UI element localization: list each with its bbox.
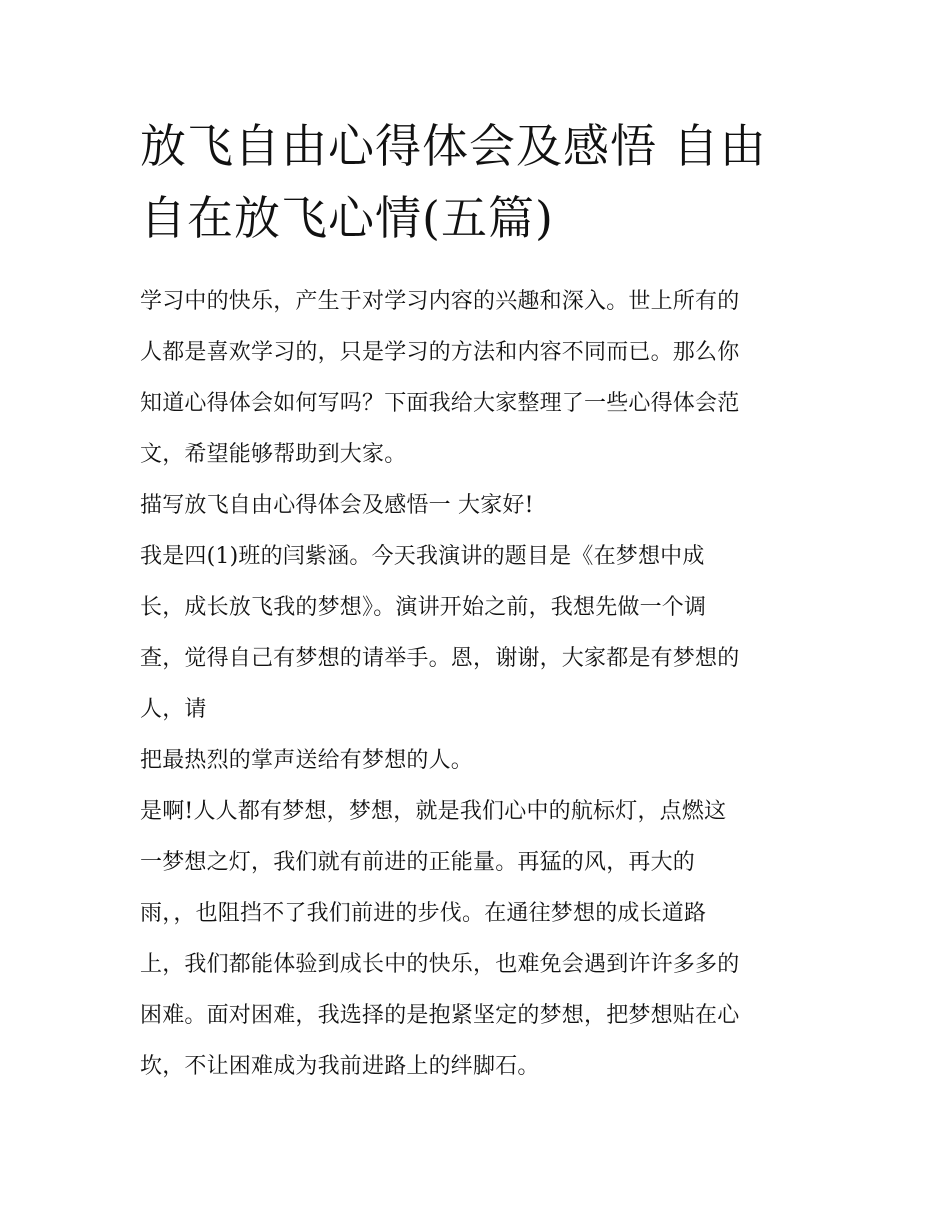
section-heading-line: 描写放飞自由心得体会及感悟一 大家好!: [140, 493, 534, 518]
title-line: 放飞自由心得体会及感悟 自由: [140, 119, 767, 173]
body-line: 雨，，也阻挡不了我们前进的步伐。在通往梦想的成长道路: [140, 901, 707, 926]
body-line: 查，觉得自己有梦想的请举手。恩，谢谢，大家都是有梦想的: [140, 646, 740, 671]
body-line: 学习中的快乐，产生于对学习内容的兴趣和深入。世上所有的: [140, 289, 740, 314]
body-line: 人都是喜欢学习的，只是学习的方法和内容不同而已。那么你: [140, 340, 740, 365]
body-line: 一梦想之灯，我们就有前进的正能量。再猛的风，再大的: [140, 850, 696, 875]
body-line: 长，成长放飞我的梦想》。演讲开始之前，我想先做一个调: [140, 595, 707, 620]
body-line: 坎，不让困难成为我前进路上的绊脚石。: [140, 1054, 540, 1079]
body-line: 把最热烈的掌声送给有梦想的人。: [140, 748, 474, 773]
title-line: 自在放飞心情(五篇): [140, 191, 554, 245]
document-title: [140, 110, 820, 254]
body-line: 人，请: [140, 697, 207, 722]
body-line: 知道心得体会如何写吗？下面我给大家整理了一些心得体会范: [140, 391, 740, 416]
body-line: 困难。面对困难，我选择的是抱紧坚定的梦想，把梦想贴在心: [140, 1003, 740, 1028]
body-line: 上，我们都能体验到成长中的快乐，也难免会遇到许许多多的: [140, 952, 740, 977]
body-line: 文，希望能够帮助到大家。: [140, 442, 407, 467]
body-line: 我是四(1)班的闫紫涵。今天我演讲的题目是《在梦想中成: [140, 544, 705, 569]
body-line: 是啊!人人都有梦想，梦想，就是我们心中的航标灯，点燃这: [140, 799, 727, 824]
document-body: [140, 276, 820, 1092]
